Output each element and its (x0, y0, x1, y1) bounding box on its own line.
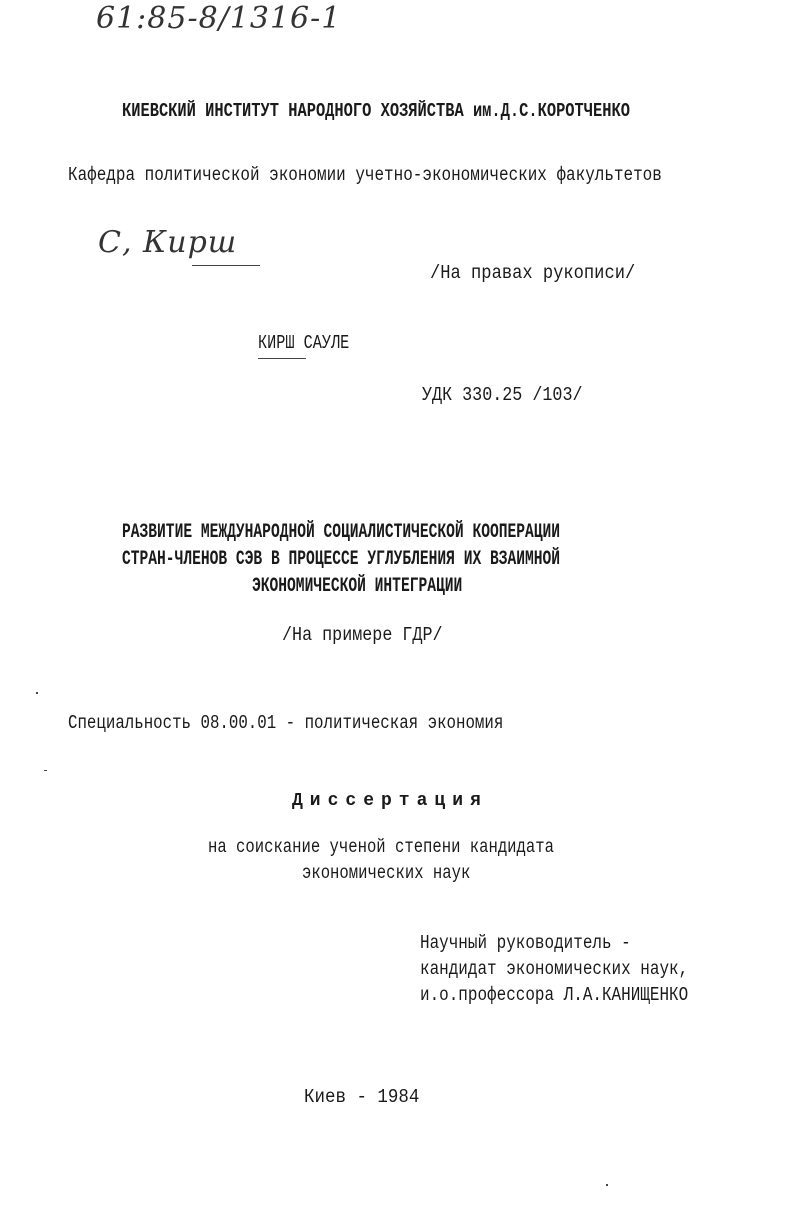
author-name: КИРШ САУЛЕ (258, 332, 350, 354)
degree-line-2: экономических наук (302, 862, 471, 884)
archive-code-handwritten: 61:85-8/1316-1 (96, 1, 342, 36)
signature-underline (192, 265, 260, 266)
title-subtitle: /На примере ГДР/ (282, 624, 443, 646)
scan-speck (36, 692, 38, 694)
supervisor-line-2: кандидат экономических наук, (420, 958, 689, 980)
specialty: Специальность 08.00.01 - политическая экономия (68, 712, 504, 734)
title-line-2: СТРАН-ЧЛЕНОВ СЭВ В ПРОЦЕССЕ УГЛУБЛЕНИЯ ИХ ВЗАИМНОЙ (122, 548, 561, 571)
supervisor-line-3: и.о.профессора Л.А.КАНИЩЕНКО (420, 984, 689, 1006)
institute-name: КИЕВСКИЙ ИНСТИТУТ НАРОДНОГО ХОЗЯЙСТВА им.Д.С.КОРОТЧЕНКО (122, 100, 630, 122)
author-signature: С, Кирш (98, 225, 238, 260)
degree-line-1: на соискание ученой степени кандидата (208, 836, 554, 858)
author-underline (258, 358, 306, 359)
city-year: Киев - 1984 (304, 1086, 420, 1108)
scan-speck (44, 770, 47, 771)
department-name: Кафедра политической экономии учетно-экономических факультетов (68, 164, 662, 186)
scan-speck (606, 1184, 608, 1186)
document-type: Диссертация (292, 791, 488, 811)
supervisor-line-1: Научный руководитель - (420, 932, 631, 954)
title-line-3: ЭКОНОМИЧЕСКОЙ ИНТЕГРАЦИИ (252, 575, 463, 598)
udk-code: УДК 330.25 /103/ (422, 384, 583, 406)
title-line-1: РАЗВИТИЕ МЕЖДУНАРОДНОЙ СОЦИАЛИСТИЧЕСКОЙ КООПЕРАЦИИ (122, 521, 561, 544)
manuscript-rights: /На правах рукописи/ (430, 262, 636, 284)
